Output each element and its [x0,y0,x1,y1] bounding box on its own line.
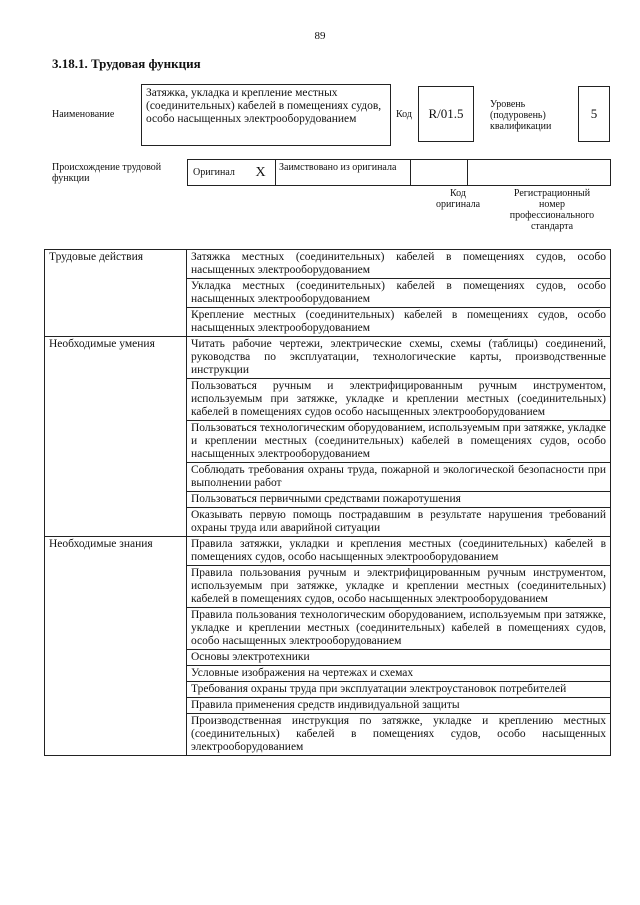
function-details-table [44,249,611,756]
section-title: 3.18.1. Трудовая функция [52,56,201,71]
origin-row [187,159,611,186]
original-code-cell [411,160,468,185]
section-item: Требования охраны труда при эксплуатации электроустановок потребителей [187,682,611,698]
borrowed-label: Заимствовано из оригинала [276,160,411,185]
section-item: Читать рабочие чертежи, электрические схемы, схемы (таблицы) соединений, руководства по эксплуатации, технологические карты, производственные инструкции [187,337,611,379]
original-mark: X [246,160,276,185]
section-item: Условные изображения на чертежах и схемах [187,666,611,682]
level-value: 5 [578,86,610,142]
origin-label: Происхождение трудовой функции [52,162,162,184]
section-item: Пользоваться ручным и электрифицированным ручным инструментом, используемым при затяжке, укладке и креплении местных (соединительных) кабелей в помещениях судов особо насыщенных электрооборудованием [187,379,611,421]
section-item: Основы электротехники [187,650,611,666]
level-label: Уровень (подуровень) квалификации [490,99,552,132]
code-label: Код [396,109,412,120]
section-item: Правила затяжки, укладки и крепления местных (соединительных) кабелей в помещениях судов, особо насыщенных электрооборудованием [187,537,611,566]
section-item: Крепление местных (соединительных) кабелей в помещениях судов, особо насыщенных электрооборудованием [187,308,611,337]
code-value: R/01.5 [418,86,474,142]
section-title-cell: Необходимые умения [45,337,187,537]
section-item: Правила применения средств индивидуальной защиты [187,698,611,714]
section-item: Пользоваться первичными средствами пожаротушения [187,492,611,508]
original-code-caption: Код оригинала [435,188,481,210]
section-item: Правила пользования технологическим оборудованием, используемым при затяжке, укладке и креплении местных (соединительных) кабелей в помещениях судов, особо насыщенных электрооборудованием [187,608,611,650]
section-title-cell: Трудовые действия [45,250,187,337]
section-item: Оказывать первую помощь пострадавшим в результате нарушения требований охраны труда или аварийной ситуации [187,508,611,537]
original-label: Оригинал [193,167,235,178]
table-row [45,537,611,566]
table-row [45,250,611,279]
function-name-value: Затяжка, укладка и крепление местных (соединительных) кабелей в помещениях судов, особо насыщенных электрооборудованием [141,84,391,146]
registration-number-cell [468,160,610,185]
page-number: 89 [314,30,326,42]
section-item: Пользоваться технологическим оборудованием, используемым при затяжке, укладке и креплении местных (соединительных) кабелей в помещениях судов, особо насыщенных электрооборудованием [187,421,611,463]
section-item: Производственная инструкция по затяжке, укладке и креплению местных (соединительных) кабелей в помещениях судов, особо насыщенных электрооборудованием [187,714,611,756]
name-label: Наименование [52,109,115,120]
section-title-cell: Необходимые знания [45,537,187,756]
table-row [45,337,611,379]
section-item: Затяжка местных (соединительных) кабелей в помещениях судов, особо насыщенных электрооборудованием [187,250,611,279]
section-item: Соблюдать требования охраны труда, пожарной и экологической безопасности при выполнении работ [187,463,611,492]
section-item: Укладка местных (соединительных) кабелей в помещениях судов, особо насыщенных электрооборудованием [187,279,611,308]
section-item: Правила пользования ручным и электрифицированным ручным инструментом, используемым при затяжке, укладке и креплении местных (соединительных) кабелей в помещениях судов, особо насыщенных электрооборудованием [187,566,611,608]
registration-number-caption: Регистрационный номер профессионального стандарта [509,188,595,232]
